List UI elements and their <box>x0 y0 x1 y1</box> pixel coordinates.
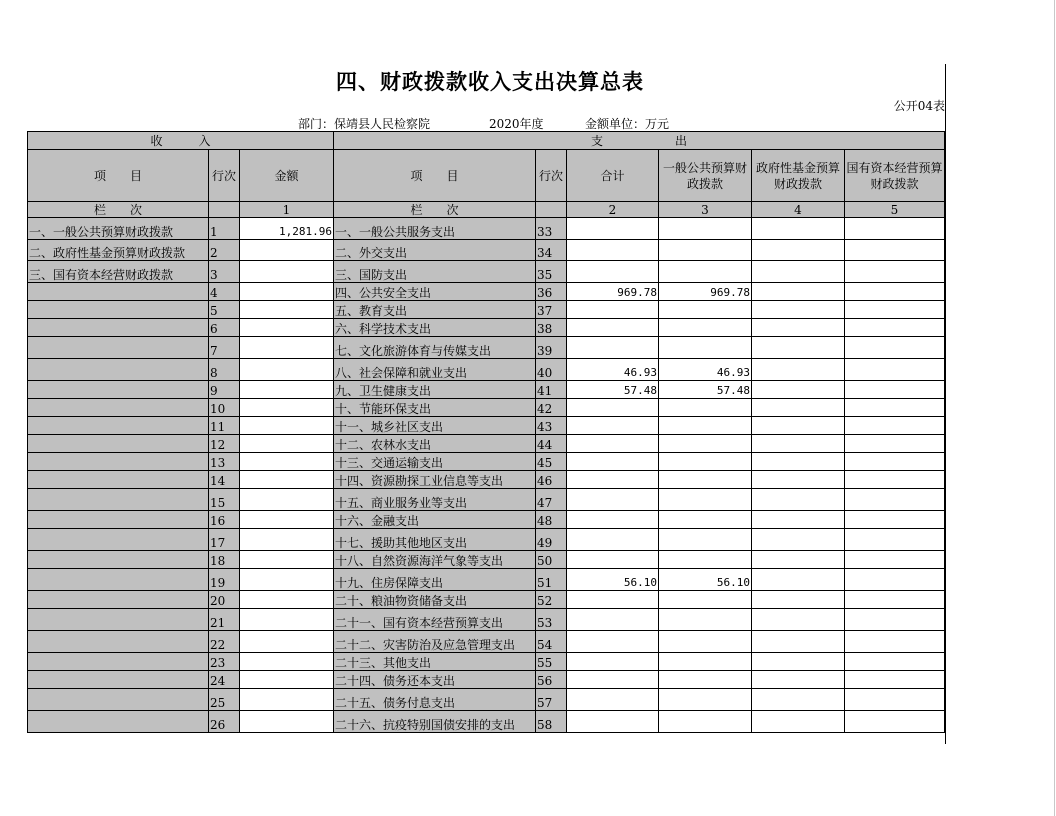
income-amount-cell <box>240 319 334 337</box>
income-item-cell <box>28 489 209 511</box>
general-budget-cell <box>659 240 752 261</box>
income-header: 收 入 <box>28 132 334 150</box>
total-amount-cell <box>567 511 659 529</box>
expense-row-number: 50 <box>536 551 567 569</box>
income-item-cell <box>28 381 209 399</box>
income-row-number: 20 <box>209 591 240 609</box>
state-capital-cell <box>845 689 945 711</box>
expense-row-number: 44 <box>536 435 567 453</box>
income-row-number: 12 <box>209 435 240 453</box>
income-amount-cell <box>240 261 334 283</box>
state-capital-cell <box>845 711 945 733</box>
general-budget-cell <box>659 529 752 551</box>
income-row-number: 19 <box>209 569 240 591</box>
income-row-number: 8 <box>209 359 240 381</box>
header-row-order <box>28 202 945 218</box>
income-item-cell <box>28 671 209 689</box>
income-row-number: 11 <box>209 417 240 435</box>
expense-item-cell: 一、一般公共服务支出 <box>334 218 536 240</box>
col-no-4: 4 <box>752 202 845 218</box>
expense-item-cell: 八、社会保障和就业支出 <box>334 359 536 381</box>
state-capital-cell <box>845 283 945 301</box>
income-amount-cell <box>240 689 334 711</box>
gov-fund-cell <box>752 471 845 489</box>
expense-item-cell: 二十、粮油物资储备支出 <box>334 591 536 609</box>
state-capital-cell <box>845 240 945 261</box>
table-row <box>28 689 945 711</box>
income-item-cell <box>28 435 209 453</box>
table-row <box>28 631 945 653</box>
total-amount-cell <box>567 671 659 689</box>
general-budget-cell: 56.10 <box>659 569 752 591</box>
income-item-cell: 三、国有资本经营财政拨款 <box>28 261 209 283</box>
income-row-number: 21 <box>209 609 240 631</box>
total-amount-cell <box>567 609 659 631</box>
table-row <box>28 319 945 337</box>
table-row <box>28 453 945 471</box>
income-row-number: 1 <box>209 218 240 240</box>
total-amount-cell <box>567 319 659 337</box>
general-budget-cell <box>659 711 752 733</box>
expense-row-number: 42 <box>536 399 567 417</box>
income-item-cell <box>28 453 209 471</box>
expense-row-number: 41 <box>536 381 567 399</box>
state-capital-cell <box>845 435 945 453</box>
blank-cell <box>536 202 567 218</box>
expense-row-number: 52 <box>536 591 567 609</box>
general-budget-cell <box>659 609 752 631</box>
gov-fund-cell <box>752 240 845 261</box>
total-amount-cell: 46.93 <box>567 359 659 381</box>
income-item-header: 项 目 <box>28 150 209 202</box>
income-amount-cell <box>240 337 334 359</box>
gov-fund-cell <box>752 283 845 301</box>
gov-fund-cell <box>752 609 845 631</box>
income-row-number: 5 <box>209 301 240 319</box>
total-amount-cell <box>567 261 659 283</box>
gov-fund-cell <box>752 359 845 381</box>
total-amount-cell <box>567 337 659 359</box>
expense-item-cell: 十四、资源勘探工业信息等支出 <box>334 471 536 489</box>
table-row <box>28 240 945 261</box>
gov-fund-cell <box>752 453 845 471</box>
income-amount-cell <box>240 711 334 733</box>
total-amount-cell <box>567 653 659 671</box>
income-amount-cell <box>240 529 334 551</box>
page-edge-line <box>945 64 946 744</box>
state-capital-cell <box>845 609 945 631</box>
income-amount-cell <box>240 359 334 381</box>
income-item-cell <box>28 591 209 609</box>
state-capital-cell <box>845 319 945 337</box>
gov-fund-cell <box>752 301 845 319</box>
expense-row-number: 46 <box>536 471 567 489</box>
income-item-cell <box>28 337 209 359</box>
expense-item-cell: 五、教育支出 <box>334 301 536 319</box>
gov-fund-cell <box>752 319 845 337</box>
state-capital-cell <box>845 671 945 689</box>
general-budget-header: 一般公共预算财政拨款 <box>659 150 752 202</box>
general-budget-cell <box>659 319 752 337</box>
income-item-cell: 二、政府性基金预算财政拨款 <box>28 240 209 261</box>
general-budget-cell <box>659 591 752 609</box>
total-amount-cell <box>567 529 659 551</box>
expense-row-number: 57 <box>536 689 567 711</box>
table-row <box>28 653 945 671</box>
total-amount-cell: 57.48 <box>567 381 659 399</box>
gov-fund-cell <box>752 653 845 671</box>
col-no-1: 1 <box>240 202 334 218</box>
col-no-5: 5 <box>845 202 945 218</box>
general-budget-cell <box>659 689 752 711</box>
gov-fund-cell <box>752 261 845 283</box>
total-amount-cell <box>567 591 659 609</box>
gov-fund-cell <box>752 631 845 653</box>
state-capital-cell <box>845 551 945 569</box>
state-capital-cell <box>845 359 945 381</box>
income-item-cell <box>28 653 209 671</box>
general-budget-cell: 46.93 <box>659 359 752 381</box>
expense-row-number: 49 <box>536 529 567 551</box>
total-amount-cell: 56.10 <box>567 569 659 591</box>
income-item-cell <box>28 359 209 381</box>
income-amount-cell <box>240 609 334 631</box>
gov-fund-cell <box>752 671 845 689</box>
table-row <box>28 551 945 569</box>
amount-header: 金额 <box>240 150 334 202</box>
expense-row-number: 40 <box>536 359 567 381</box>
general-budget-cell <box>659 471 752 489</box>
general-budget-cell <box>659 301 752 319</box>
table-row <box>28 359 945 381</box>
gov-fund-cell <box>752 551 845 569</box>
general-budget-cell <box>659 399 752 417</box>
expense-row-number: 55 <box>536 653 567 671</box>
table-row <box>28 283 945 301</box>
income-row-number: 25 <box>209 689 240 711</box>
state-capital-cell <box>845 471 945 489</box>
income-amount-cell <box>240 240 334 261</box>
unit-label: 金额单位：万元 <box>585 117 670 131</box>
state-capital-cell <box>845 381 945 399</box>
income-row-number: 23 <box>209 653 240 671</box>
gov-fund-cell <box>752 711 845 733</box>
income-row-number: 13 <box>209 453 240 471</box>
expense-item-cell: 十六、金融支出 <box>334 511 536 529</box>
expense-row-number: 54 <box>536 631 567 653</box>
expense-item-cell: 十九、住房保障支出 <box>334 569 536 591</box>
income-item-cell: 一、一般公共预算财政拨款 <box>28 218 209 240</box>
income-item-cell <box>28 417 209 435</box>
gov-fund-cell <box>752 511 845 529</box>
income-amount-cell: 1,281.96 <box>240 218 334 240</box>
general-budget-cell <box>659 631 752 653</box>
state-capital-cell <box>845 399 945 417</box>
state-capital-cell <box>845 489 945 511</box>
income-amount-cell <box>240 631 334 653</box>
year-label: 2020年度 <box>489 117 544 131</box>
general-budget-cell <box>659 261 752 283</box>
expense-row-number: 38 <box>536 319 567 337</box>
expense-item-cell: 十七、援助其他地区支出 <box>334 529 536 551</box>
col-no-2: 2 <box>567 202 659 218</box>
general-budget-cell <box>659 653 752 671</box>
gov-fund-cell <box>752 689 845 711</box>
total-amount-cell <box>567 240 659 261</box>
state-capital-cell <box>845 417 945 435</box>
income-item-cell <box>28 399 209 417</box>
total-amount-cell <box>567 489 659 511</box>
expense-item-header: 项 目 <box>334 150 536 202</box>
income-row-number: 17 <box>209 529 240 551</box>
expense-item-cell: 二、外交支出 <box>334 240 536 261</box>
gov-fund-cell <box>752 489 845 511</box>
income-rowno-header: 行次 <box>209 150 240 202</box>
table-row <box>28 489 945 511</box>
gov-fund-cell <box>752 569 845 591</box>
expense-row-number: 58 <box>536 711 567 733</box>
state-capital-cell <box>845 631 945 653</box>
income-item-cell <box>28 609 209 631</box>
expense-item-cell: 十二、农林水支出 <box>334 435 536 453</box>
total-amount-cell <box>567 631 659 653</box>
expense-item-cell: 二十三、其他支出 <box>334 653 536 671</box>
income-row-number: 4 <box>209 283 240 301</box>
state-capital-cell <box>845 653 945 671</box>
expense-row-number: 36 <box>536 283 567 301</box>
expense-row-number: 45 <box>536 453 567 471</box>
income-amount-cell <box>240 435 334 453</box>
general-budget-cell <box>659 218 752 240</box>
state-capital-cell <box>845 261 945 283</box>
expense-row-number: 39 <box>536 337 567 359</box>
expense-item-cell: 二十一、国有资本经营预算支出 <box>334 609 536 631</box>
general-budget-cell <box>659 453 752 471</box>
general-budget-cell: 57.48 <box>659 381 752 399</box>
expense-item-cell: 十五、商业服务业等支出 <box>334 489 536 511</box>
total-amount-cell <box>567 399 659 417</box>
table-code: 公开04表 <box>893 99 945 113</box>
header-row-columns <box>28 150 945 202</box>
table-row <box>28 399 945 417</box>
general-budget-cell <box>659 337 752 359</box>
income-row-number: 3 <box>209 261 240 283</box>
expense-item-cell: 二十六、抗疫特别国债安排的支出 <box>334 711 536 733</box>
total-amount-cell <box>567 417 659 435</box>
income-row-number: 14 <box>209 471 240 489</box>
blank-cell <box>209 202 240 218</box>
income-amount-cell <box>240 399 334 417</box>
income-amount-cell <box>240 653 334 671</box>
header-row-section <box>28 132 945 150</box>
expense-row-number: 43 <box>536 417 567 435</box>
expense-item-cell: 十八、自然资源海洋气象等支出 <box>334 551 536 569</box>
state-capital-cell <box>845 591 945 609</box>
budget-table <box>27 131 945 733</box>
income-item-cell <box>28 551 209 569</box>
state-capital-cell <box>845 569 945 591</box>
income-column-order: 栏 次 <box>28 202 209 218</box>
total-amount-cell <box>567 689 659 711</box>
expense-item-cell: 四、公共安全支出 <box>334 283 536 301</box>
income-amount-cell <box>240 511 334 529</box>
income-amount-cell <box>240 671 334 689</box>
income-item-cell <box>28 283 209 301</box>
table-row <box>28 417 945 435</box>
income-item-cell <box>28 529 209 551</box>
income-row-number: 10 <box>209 399 240 417</box>
expense-item-cell: 七、文化旅游体育与传媒支出 <box>334 337 536 359</box>
income-item-cell <box>28 631 209 653</box>
report-title: 四、财政拨款收入支出决算总表 <box>336 69 644 94</box>
income-amount-cell <box>240 489 334 511</box>
table-row <box>28 671 945 689</box>
expense-row-number: 53 <box>536 609 567 631</box>
income-item-cell <box>28 689 209 711</box>
income-item-cell <box>28 569 209 591</box>
income-item-cell <box>28 711 209 733</box>
expense-column-order: 栏 次 <box>334 202 536 218</box>
expense-item-cell: 三、国防支出 <box>334 261 536 283</box>
total-amount-cell <box>567 301 659 319</box>
general-budget-cell <box>659 551 752 569</box>
expense-item-cell: 二十五、债务付息支出 <box>334 689 536 711</box>
total-amount-cell <box>567 711 659 733</box>
income-amount-cell <box>240 417 334 435</box>
state-capital-header: 国有资本经营预算财政拨款 <box>845 150 945 202</box>
income-row-number: 16 <box>209 511 240 529</box>
expense-item-cell: 二十二、灾害防治及应急管理支出 <box>334 631 536 653</box>
income-amount-cell <box>240 301 334 319</box>
expense-item-cell: 十、节能环保支出 <box>334 399 536 417</box>
expense-row-number: 48 <box>536 511 567 529</box>
income-row-number: 9 <box>209 381 240 399</box>
state-capital-cell <box>845 453 945 471</box>
income-row-number: 15 <box>209 489 240 511</box>
state-capital-cell <box>845 218 945 240</box>
general-budget-cell <box>659 435 752 453</box>
table-row <box>28 261 945 283</box>
income-amount-cell <box>240 569 334 591</box>
gov-fund-header: 政府性基金预算财政拨款 <box>752 150 845 202</box>
income-item-cell <box>28 471 209 489</box>
table-row <box>28 337 945 359</box>
general-budget-cell <box>659 671 752 689</box>
general-budget-cell <box>659 417 752 435</box>
income-row-number: 2 <box>209 240 240 261</box>
income-amount-cell <box>240 283 334 301</box>
general-budget-cell <box>659 489 752 511</box>
gov-fund-cell <box>752 417 845 435</box>
gov-fund-cell <box>752 591 845 609</box>
total-header: 合计 <box>567 150 659 202</box>
gov-fund-cell <box>752 435 845 453</box>
state-capital-cell <box>845 301 945 319</box>
window-border <box>1054 0 1055 816</box>
table-row <box>28 381 945 399</box>
income-row-number: 22 <box>209 631 240 653</box>
expense-row-number: 34 <box>536 240 567 261</box>
table-row <box>28 435 945 453</box>
expense-row-number: 35 <box>536 261 567 283</box>
table-row <box>28 301 945 319</box>
table-row <box>28 471 945 489</box>
col-no-3: 3 <box>659 202 752 218</box>
table-row <box>28 609 945 631</box>
expense-row-number: 37 <box>536 301 567 319</box>
table-row <box>28 711 945 733</box>
total-amount-cell <box>567 471 659 489</box>
income-row-number: 7 <box>209 337 240 359</box>
expense-header: 支 出 <box>334 132 945 150</box>
gov-fund-cell <box>752 218 845 240</box>
expense-row-number: 51 <box>536 569 567 591</box>
expense-row-number: 56 <box>536 671 567 689</box>
table-row <box>28 591 945 609</box>
income-amount-cell <box>240 471 334 489</box>
income-item-cell <box>28 319 209 337</box>
expense-item-cell: 九、卫生健康支出 <box>334 381 536 399</box>
state-capital-cell <box>845 337 945 359</box>
general-budget-cell: 969.78 <box>659 283 752 301</box>
expense-item-cell: 六、科学技术支出 <box>334 319 536 337</box>
expense-row-number: 33 <box>536 218 567 240</box>
table-row <box>28 218 945 240</box>
table-row <box>28 529 945 551</box>
income-row-number: 26 <box>209 711 240 733</box>
department-label: 部门：保靖县人民检察院 <box>298 117 431 131</box>
state-capital-cell <box>845 529 945 551</box>
income-amount-cell <box>240 381 334 399</box>
gov-fund-cell <box>752 399 845 417</box>
expense-rowno-header: 行次 <box>536 150 567 202</box>
gov-fund-cell <box>752 529 845 551</box>
income-amount-cell <box>240 551 334 569</box>
table-row <box>28 569 945 591</box>
total-amount-cell <box>567 453 659 471</box>
income-item-cell <box>28 511 209 529</box>
gov-fund-cell <box>752 381 845 399</box>
total-amount-cell <box>567 551 659 569</box>
income-item-cell <box>28 301 209 319</box>
expense-item-cell: 十三、交通运输支出 <box>334 453 536 471</box>
income-amount-cell <box>240 591 334 609</box>
income-row-number: 24 <box>209 671 240 689</box>
income-row-number: 18 <box>209 551 240 569</box>
total-amount-cell <box>567 435 659 453</box>
total-amount-cell <box>567 218 659 240</box>
expense-item-cell: 十一、城乡社区支出 <box>334 417 536 435</box>
gov-fund-cell <box>752 337 845 359</box>
total-amount-cell: 969.78 <box>567 283 659 301</box>
expense-row-number: 47 <box>536 489 567 511</box>
table-row <box>28 511 945 529</box>
income-row-number: 6 <box>209 319 240 337</box>
general-budget-cell <box>659 511 752 529</box>
income-amount-cell <box>240 453 334 471</box>
state-capital-cell <box>845 511 945 529</box>
expense-item-cell: 二十四、债务还本支出 <box>334 671 536 689</box>
